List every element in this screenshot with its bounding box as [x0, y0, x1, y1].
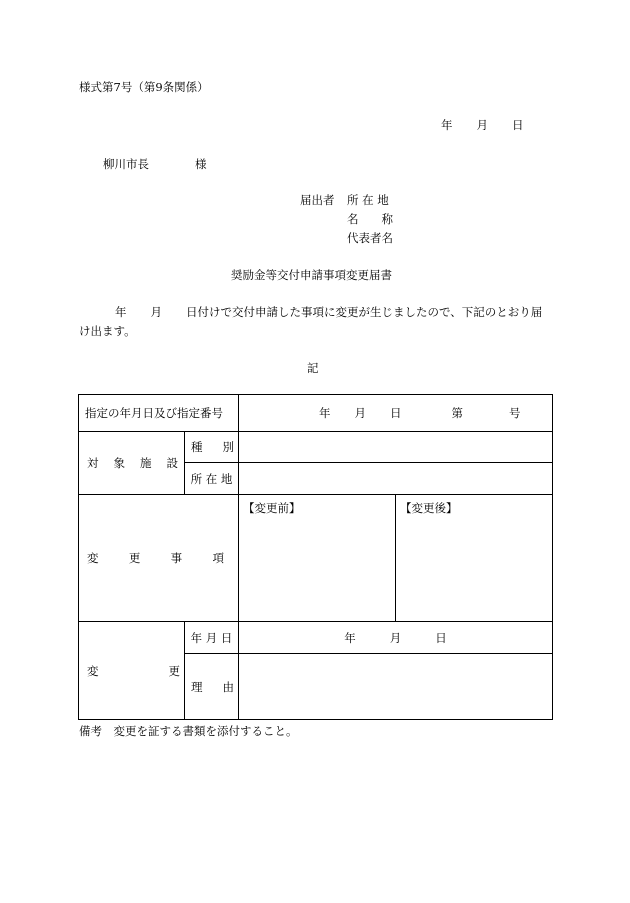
designation-row	[79, 395, 553, 432]
reason-label: 理 由	[185, 654, 239, 720]
notifier-label: 届出者	[300, 193, 335, 207]
mayor-label: 柳川市長	[103, 157, 149, 171]
after-cell	[396, 495, 553, 622]
type-value	[239, 432, 553, 463]
before-label: 【変更前】	[243, 501, 301, 515]
location-label: 所 在 地	[185, 463, 239, 495]
after-label: 【変更後】	[400, 501, 458, 515]
change-date-label: 年 月 日	[185, 622, 239, 654]
before-cell	[239, 495, 396, 622]
change-items-row	[79, 495, 553, 622]
change-item-label: 変 更 事 項	[79, 495, 239, 622]
designation-value: 年 月 日 第 号	[239, 395, 553, 432]
ki-heading: 記	[307, 361, 319, 375]
body-line-1: 年 月 日付けで交付申請した事項に変更が生じましたので、下記のとおり届	[115, 305, 543, 319]
location-value	[239, 463, 553, 495]
body-line-2: け出ます。	[79, 324, 136, 338]
facility-label: 対 象 施 設	[79, 432, 185, 495]
change-date-value: 年 月 日	[239, 622, 553, 654]
change-form-table	[78, 394, 553, 720]
change-date-row	[79, 622, 553, 654]
type-label: 種 別	[185, 432, 239, 463]
notifier-address-label: 所 在 地	[347, 193, 389, 207]
change-label: 変 更	[79, 622, 185, 720]
date-line: 年 月 日	[441, 118, 524, 132]
designation-label: 指定の年月日及び指定番号	[79, 395, 239, 432]
addressee	[103, 157, 207, 171]
form-number: 様式第7号（第9条関係）	[79, 80, 209, 94]
notifier-name-label: 名 称	[347, 212, 393, 226]
notifier-representative-label: 代表者名	[347, 231, 393, 245]
honorific: 様	[195, 157, 207, 171]
document-title: 奨励金等交付申請事項変更届書	[231, 268, 392, 282]
remarks: 備考 変更を証する書類を添付すること。	[79, 724, 298, 738]
facility-type-row	[79, 432, 553, 463]
reason-value	[239, 654, 553, 720]
